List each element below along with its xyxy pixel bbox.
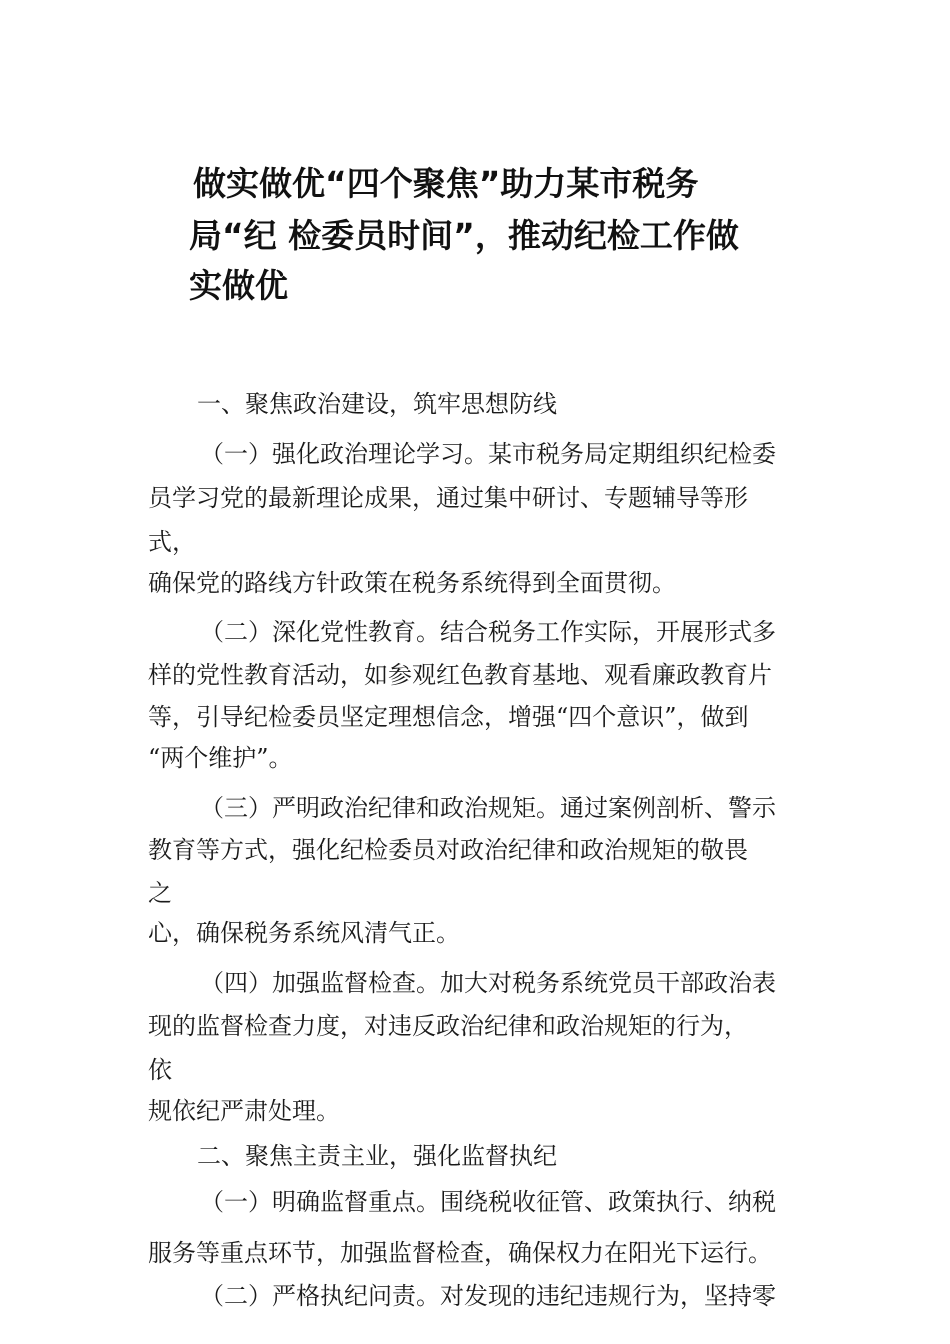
section-heading-2: 二、聚焦主责主业，强化监督执纪 bbox=[197, 1142, 557, 1170]
paragraph-line: 等，引导纪检委员坚定理想信念，增强“四个意识”，做到 bbox=[148, 703, 749, 731]
paragraph-line: （二）严格执纪问责。对发现的违纪违规行为，坚持零 bbox=[200, 1282, 776, 1310]
paragraph-line: （二）深化党性教育。结合税务工作实际，开展形式多 bbox=[200, 618, 776, 646]
paragraph-line: （三）严明政治纪律和政治规矩。通过案例剖析、警示 bbox=[200, 794, 776, 822]
paragraph-line: 员学习党的最新理论成果，通过集中研讨、专题辅导等形 bbox=[148, 484, 748, 512]
paragraph-line: 之 bbox=[148, 879, 172, 907]
title-line-2: 局“纪 检委员时间”，推动纪检工作做 bbox=[189, 216, 739, 255]
paragraph-line: 依 bbox=[148, 1056, 172, 1084]
paragraph-line: 服务等重点环节，加强监督检查，确保权力在阳光下运行。 bbox=[148, 1239, 772, 1267]
title-line-3: 实做优 bbox=[189, 266, 288, 305]
title-line-1: 做实做优“四个聚焦”助力某市税务 bbox=[193, 164, 699, 203]
section-heading-1: 一、聚焦政治建设，筑牢思想防线 bbox=[197, 390, 557, 418]
paragraph-line: 式， bbox=[148, 528, 196, 556]
paragraph-line: “两个维护”。 bbox=[148, 744, 293, 772]
paragraph-line: （一）强化政治理论学习。某市税务局定期组织纪检委 bbox=[200, 440, 776, 468]
paragraph-line: 样的党性教育活动，如参观红色教育基地、观看廉政教育片 bbox=[148, 661, 772, 689]
paragraph-line: （一）明确监督重点。围绕税收征管、政策执行、纳税 bbox=[200, 1188, 776, 1216]
paragraph-line: 心，确保税务系统风清气正。 bbox=[148, 919, 460, 947]
paragraph-line: 现的监督检查力度，对违反政治纪律和政治规矩的行为， bbox=[148, 1012, 748, 1040]
paragraph-line: （四）加强监督检查。加大对税务系统党员干部政治表 bbox=[200, 969, 776, 997]
paragraph-line: 确保党的路线方针政策在税务系统得到全面贯彻。 bbox=[148, 569, 676, 597]
paragraph-line: 规依纪严肃处理。 bbox=[148, 1097, 340, 1125]
paragraph-line: 教育等方式，强化纪检委员对政治纪律和政治规矩的敬畏 bbox=[148, 836, 748, 864]
